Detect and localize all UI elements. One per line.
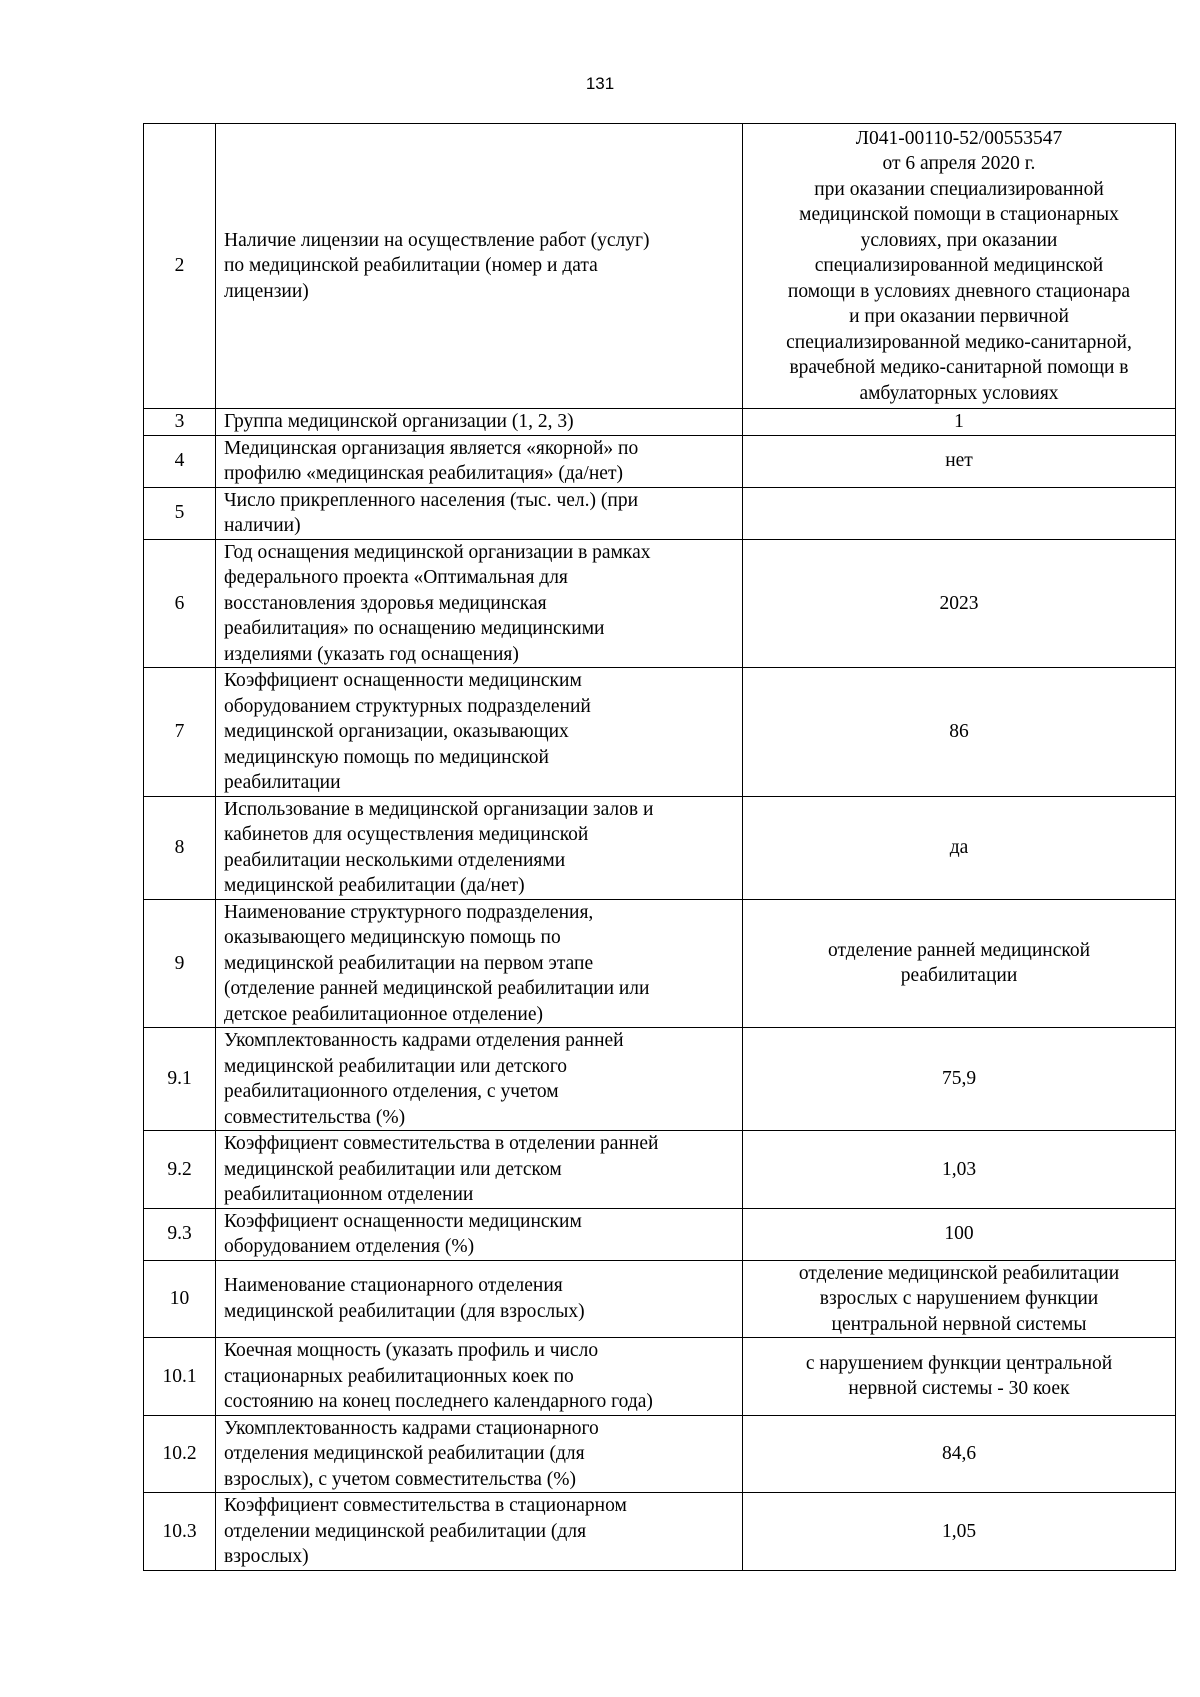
row-description-cell [216, 899, 743, 1028]
value-line: 84,6 [941, 1443, 977, 1464]
table-row [144, 539, 1176, 668]
row-number-cell: 10.2 [144, 1415, 216, 1493]
table-row [144, 1028, 1176, 1131]
row-value-cell [743, 1028, 1176, 1131]
description-line: взрослых), с учетом совместительства (%) [224, 1468, 577, 1490]
description-line: профилю «медицинская реабилитация» (да/нет) [224, 463, 623, 484]
description-line: Укомплектованность кадрами отделения ранней [224, 1030, 624, 1051]
page-number: 131 [585, 74, 615, 93]
description-line: оказывающего медицинскую помощь по [224, 927, 561, 948]
table-row [144, 1208, 1176, 1260]
description-line: федерального проекта «Оптимальная для [224, 567, 568, 588]
description-line: реабилитации несколькими отделениями [224, 849, 566, 871]
value-line: 75,9 [941, 1068, 977, 1090]
row-value-cell [743, 124, 1176, 409]
row-description-cell [216, 1260, 743, 1338]
row-value-cell [743, 1338, 1176, 1416]
row-number-cell: 4 [144, 435, 216, 487]
description-line: медицинской реабилитации (да/нет) [224, 875, 525, 896]
row-value-cell [743, 1208, 1176, 1260]
row-number-cell: 7 [144, 668, 216, 797]
row-value-cell [743, 487, 1176, 539]
row-description-cell [216, 1338, 743, 1416]
row-description-cell [216, 1493, 743, 1571]
description-line: медицинской организации, оказывающих [224, 721, 569, 742]
table-row [144, 1131, 1176, 1209]
row-description-cell [216, 1208, 743, 1260]
table-row [144, 899, 1176, 1028]
row-description-cell [216, 409, 743, 436]
value-line: врачебной медико-санитарной помощи в [789, 357, 1129, 379]
table-row [144, 124, 1176, 409]
description-line: Наличие лицензии на осуществление работ (услуг) [224, 229, 650, 251]
description-line: оборудованием структурных подразделений [224, 695, 591, 717]
value-line: специализированной медико-санитарной, [786, 331, 1132, 353]
row-number-cell: 2 [144, 124, 216, 409]
description-line: отделения медицинской реабилитации (для [224, 1443, 585, 1464]
description-line: совместительства (%) [224, 1106, 406, 1128]
value-line: отделение ранней медицинской [827, 939, 1091, 961]
description-line: состоянию на конец последнего календарного года) [224, 1391, 653, 1412]
description-line: отделении медицинской реабилитации (для [224, 1520, 587, 1542]
description-line: Группа медицинской организации (1, 2, 3) [224, 411, 574, 432]
description-line: детское реабилитационное отделение) [224, 1003, 543, 1025]
value-line: 1,03 [941, 1158, 977, 1180]
description-line: кабинетов для осуществления медицинской [224, 824, 589, 845]
description-line: медицинской реабилитации или детского [224, 1055, 567, 1077]
row-number-cell: 9 [144, 899, 216, 1028]
description-line: по медицинской реабилитации (номер и дата [224, 255, 598, 277]
value-line: 100 [944, 1223, 974, 1245]
table-row [144, 668, 1176, 797]
value-line: Л041-00110-52/00553547 [855, 127, 1063, 149]
row-number-cell: 10.3 [144, 1493, 216, 1571]
row-value-cell [743, 1415, 1176, 1493]
row-number-cell: 9.2 [144, 1131, 216, 1209]
description-line: реабилитация» по оснащению медицинскими [224, 618, 605, 639]
description-line: Медицинская организация является «якорной» по [224, 437, 639, 459]
row-number-cell: 8 [144, 796, 216, 899]
value-line: специализированной медицинской [814, 255, 1104, 277]
description-line: лицензии) [224, 280, 309, 302]
table-row [144, 1493, 1176, 1571]
value-line: взрослых с нарушением функции [819, 1288, 1099, 1309]
table-row [144, 409, 1176, 436]
value-line: медицинской помощи в стационарных [799, 204, 1119, 226]
table-body [144, 124, 1176, 1571]
value-line: условиях, при оказании [860, 229, 1058, 251]
value-line: 86 [949, 721, 969, 742]
description-line: взрослых) [224, 1546, 309, 1567]
description-line: медицинской реабилитации или детском [224, 1158, 562, 1180]
row-description-cell [216, 1131, 743, 1209]
value-line: да [949, 836, 969, 858]
description-line: Укомплектованность кадрами стационарного [224, 1417, 599, 1439]
table-row [144, 435, 1176, 487]
row-number-cell: 10 [144, 1260, 216, 1338]
value-line: отделение медицинской реабилитации [798, 1262, 1120, 1284]
value-line: с нарушением функции центральной [805, 1352, 1113, 1374]
row-value-cell [743, 796, 1176, 899]
value-line: центральной нервной системы [831, 1313, 1087, 1335]
table-row [144, 796, 1176, 899]
description-line: Коэффициент совместительства в стационарном [224, 1495, 627, 1516]
description-line: (отделение ранней медицинской реабилитации или [224, 978, 650, 999]
description-line: Коэффициент оснащенности медицинским [224, 670, 582, 691]
row-number-cell: 10.1 [144, 1338, 216, 1416]
description-line: Наименование стационарного отделения [224, 1275, 563, 1297]
description-line: реабилитации [224, 772, 341, 793]
description-line: оборудованием отделения (%) [224, 1236, 475, 1257]
row-description-cell [216, 539, 743, 668]
row-description-cell [216, 487, 743, 539]
row-value-cell [743, 899, 1176, 1028]
row-number-cell: 9.3 [144, 1208, 216, 1260]
row-description-cell [216, 435, 743, 487]
row-description-cell [216, 124, 743, 409]
description-line: медицинской реабилитации (для взрослых) [224, 1300, 585, 1322]
value-line: и при оказании первичной [849, 306, 1069, 328]
row-description-cell [216, 1028, 743, 1131]
description-line: реабилитационном отделении [224, 1184, 474, 1205]
value-line: 1,05 [941, 1520, 977, 1542]
description-line: Год оснащения медицинской организации в рамках [224, 541, 651, 563]
description-line: Использование в медицинской организации залов и [224, 798, 654, 820]
value-line: 2023 [939, 592, 979, 614]
value-line: нет [945, 450, 973, 472]
row-description-cell [216, 1415, 743, 1493]
row-value-cell [743, 539, 1176, 668]
value-line: нервной системы - 30 коек [848, 1378, 1070, 1400]
rehabilitation-info-table [143, 123, 1176, 1571]
description-line: изделиями (указать год оснащения) [224, 643, 519, 665]
row-number-cell: 6 [144, 539, 216, 668]
table-row [144, 1260, 1176, 1338]
description-line: Коечная мощность (указать профиль и число [224, 1340, 599, 1361]
row-value-cell [743, 668, 1176, 797]
description-line: медицинскую помощь по медицинской [224, 746, 549, 768]
value-line: помощи в условиях дневного стационара [787, 280, 1131, 302]
row-number-cell: 5 [144, 487, 216, 539]
value-line: от 6 апреля 2020 г. [882, 153, 1036, 175]
description-line: стационарных реабилитационных коек по [224, 1365, 574, 1387]
value-line: амбулаторных условиях [859, 382, 1059, 404]
row-value-cell [743, 1131, 1176, 1209]
table-row [144, 1415, 1176, 1493]
description-line: восстановления здоровья медицинская [224, 592, 547, 614]
row-description-cell [216, 796, 743, 899]
value-line: при оказании специализированной [814, 178, 1104, 200]
row-value-cell [743, 1493, 1176, 1571]
row-value-cell [743, 435, 1176, 487]
description-line: Наименование структурного подразделения, [224, 901, 594, 923]
description-line: Коэффициент оснащенности медицинским [224, 1210, 582, 1232]
description-line: Число прикрепленного населения (тыс. чел.) (при [224, 489, 639, 511]
row-value-cell [743, 409, 1176, 436]
row-number-cell: 9.1 [144, 1028, 216, 1131]
value-line: реабилитации [900, 965, 1018, 987]
row-number-cell: 3 [144, 409, 216, 436]
table-row [144, 1338, 1176, 1416]
value-line: 1 [954, 411, 964, 432]
description-line: медицинской реабилитации на первом этапе [224, 952, 594, 974]
row-value-cell [743, 1260, 1176, 1338]
description-line: Коэффициент совместительства в отделении ранней [224, 1133, 659, 1154]
description-line: реабилитационного отделения, с учетом [224, 1081, 559, 1102]
table-row [144, 487, 1176, 539]
row-description-cell [216, 668, 743, 797]
description-line: наличии) [224, 515, 301, 536]
